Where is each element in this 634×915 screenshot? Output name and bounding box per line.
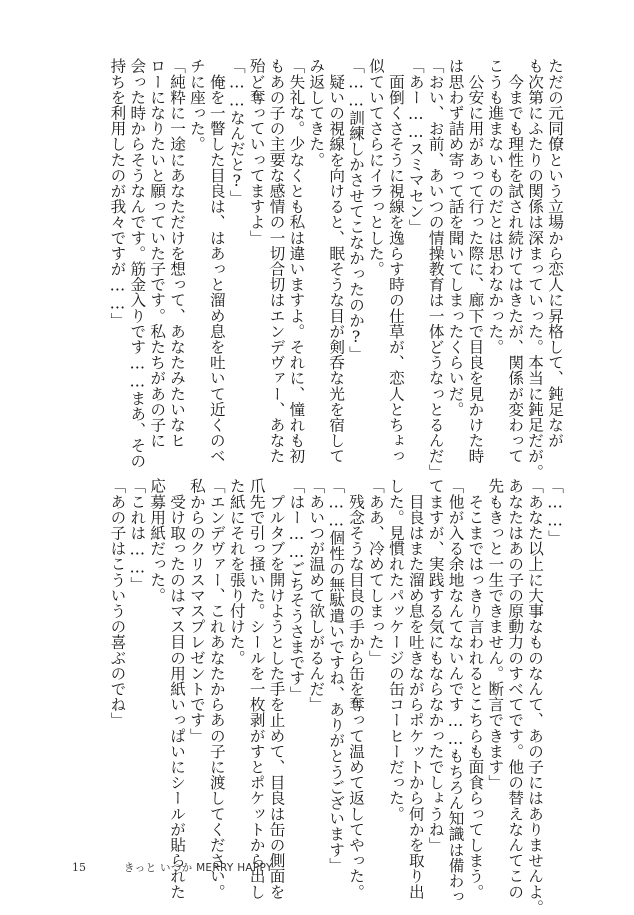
text-line: 私からのクリスマスプレゼントです」 xyxy=(187,478,206,744)
text-line: そこまではっきり言われるとこちらも面食らってしまう。 xyxy=(466,478,485,900)
text-line: 公安に用があって行った際に、廊下で目良を見かけた時 xyxy=(466,58,485,464)
text-line: 似ていてさらにイラっとした。 xyxy=(366,58,385,277)
text-line: 「他が入る余地なんてないんです……もちろん知識は備わっ xyxy=(446,478,465,904)
text-line: 「……訓練しかさせてこなかったのか?」 xyxy=(347,58,366,362)
text-line: も次第にふたりの関係は深まっていった。本当に鈍足だが。 xyxy=(526,58,545,480)
text-block-upper xyxy=(105,58,562,479)
text-line: ローになりたいと願っていた子です。私たちがあの子に xyxy=(148,58,167,448)
text-line: 残念そうな目良の手から缶を奪って温めて返してやった。 xyxy=(347,478,366,900)
text-line: 「ああ、冷めてしまった」 xyxy=(366,478,385,666)
text-line: した。見慣れたパッケージの缶コーヒーだった。 xyxy=(386,478,405,822)
text-line: 持ちを利用したのが我々ですが……」 xyxy=(108,58,127,328)
text-line: ただの元同僚という立場から恋人に昇格して、鈍足なが xyxy=(546,58,564,448)
text-line: 面倒くさそうに視線を逸らす時の仕草が、恋人とちょっ xyxy=(386,58,405,464)
text-line: 「はー……ごちそうさまです」 xyxy=(287,478,306,702)
text-line: 「……個性の無駄遣いですね、ありがとうございます」 xyxy=(327,478,346,873)
text-line: 目良はまた溜め息を吐きながらポケットから何かを取り出 xyxy=(406,478,425,900)
text-line: 殆ど奪っていってますよ」 xyxy=(247,58,266,246)
text-line: あなたはあの子の原動力のすべてです。他の替えなんてこの xyxy=(506,478,525,900)
text-line: チに座った。 xyxy=(187,58,206,152)
text-line: 「あなた以上に大事なものなんて、あの子にはありませんよ。 xyxy=(526,478,545,915)
text-line: もあの子の主要な感情の一切合切はエンデヴァー、あなた xyxy=(267,58,286,464)
text-line: 「エンデヴァー、これあなたからあの子に渡してください。 xyxy=(207,478,226,900)
running-title: きっと いつか MERRY HAPPY xyxy=(124,862,273,874)
text-block-lower xyxy=(105,478,562,915)
text-line: 今までも理性を試され続けてはきたが、関係が変わって xyxy=(506,58,525,464)
text-line: 「純粋に一途にあなただけを想って、あなたみたいなヒ xyxy=(168,58,187,448)
text-line: は思わず詰め寄って話を聞いてしまったくらいだ。 xyxy=(446,58,465,417)
text-line: 先もきっと一生できません。断言できます」 xyxy=(486,478,505,790)
text-line: た紙にそれを張り付けた。 xyxy=(227,478,246,666)
text-line: 「……なんだと?」 xyxy=(227,58,246,206)
text-line: 「失礼な。少なくとも私は違いますよ。それに、憧れも初 xyxy=(287,58,306,464)
text-line: 応募用紙だった。 xyxy=(148,478,167,603)
text-line: 「おい、お前、あいつの情操教育は一体どうなっとるんだ」 xyxy=(426,58,445,480)
text-line: 「……」 xyxy=(546,478,564,546)
text-line: てますが、実践する気にもならなかったでしょうね」 xyxy=(426,478,445,853)
text-line: み返してきた。 xyxy=(307,58,326,168)
text-line: 「これは……」 xyxy=(128,478,147,592)
text-line: 受け取ったのはマス目の用紙いっぱいにシールが貼られた xyxy=(168,478,187,900)
text-line: 俺を一瞥した目良は、はあっと溜め息を吐いて近くのベ xyxy=(207,58,226,464)
page-number: 15 xyxy=(72,861,86,874)
page-footer xyxy=(72,860,273,875)
text-line: 会った時からそうなんです。筋金入りです……まあ、その xyxy=(128,58,147,469)
text-line: こうも進まないものだとは思わなかった。 xyxy=(486,58,505,355)
text-line: 「あいつが温めて欲しがるんだ」 xyxy=(307,478,326,712)
text-line: 爪先で引っ掻いた。シールを一枚剥がすとポケットから出し xyxy=(247,478,266,900)
text-line: 「あー……スミマセン」 xyxy=(406,58,425,235)
text-line: プルタブを開けようとした手を止めて、目良は缶の側面を xyxy=(267,478,286,900)
text-line: 「あの子はこういうの喜ぶのでね」 xyxy=(108,478,127,728)
text-line: 疑いの視線を向けると、眠そうな目が剣呑な光を宿して xyxy=(327,58,346,464)
